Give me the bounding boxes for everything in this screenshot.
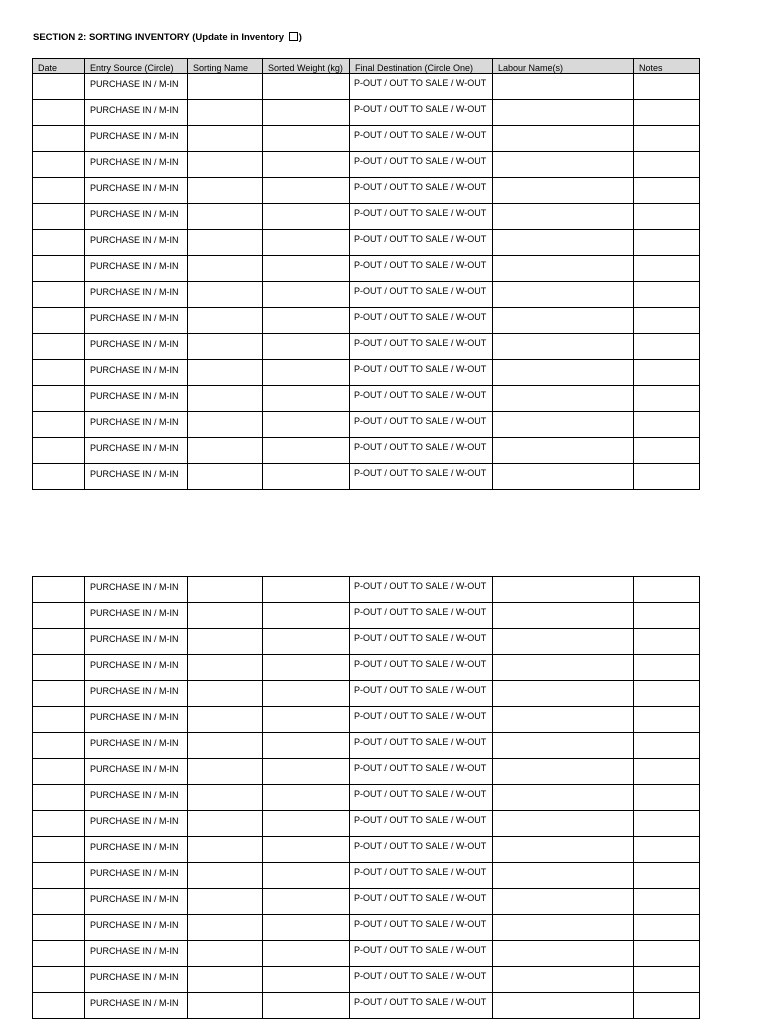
table-row (33, 464, 700, 490)
final-destination-cell[interactable]: P-OUT / OUT TO SALE / W-OUT (350, 941, 493, 967)
final-destination-cell[interactable]: P-OUT / OUT TO SALE / W-OUT (350, 577, 493, 603)
col-header-final-destination: Final Destination (Circle One) (350, 59, 493, 74)
table-row (33, 412, 700, 438)
notes-cell[interactable] (634, 967, 700, 993)
notes-cell[interactable] (634, 308, 700, 334)
entry-source-cell[interactable]: PURCHASE IN / M-IN (85, 464, 188, 490)
notes-cell[interactable] (634, 334, 700, 360)
sorting-name-cell[interactable] (188, 759, 263, 785)
table-row (33, 126, 700, 152)
date-cell[interactable] (33, 386, 85, 412)
entry-source-cell[interactable]: PURCHASE IN / M-IN (85, 941, 188, 967)
entry-source-cell[interactable]: PURCHASE IN / M-IN (85, 733, 188, 759)
date-cell[interactable] (33, 412, 85, 438)
sorted-weight-cell[interactable] (263, 412, 350, 438)
sorted-weight-cell[interactable] (263, 308, 350, 334)
date-cell[interactable] (33, 655, 85, 681)
labour-names-cell[interactable] (493, 334, 634, 360)
entry-source-cell[interactable]: PURCHASE IN / M-IN (85, 204, 188, 230)
sorting-name-cell[interactable] (188, 230, 263, 256)
sorted-weight-cell[interactable] (263, 178, 350, 204)
labour-names-cell[interactable] (493, 811, 634, 837)
entry-source-cell[interactable]: PURCHASE IN / M-IN (85, 811, 188, 837)
section-title (33, 32, 302, 43)
final-destination-cell[interactable]: P-OUT / OUT TO SALE / W-OUT (350, 707, 493, 733)
sorting-name-cell[interactable] (188, 126, 263, 152)
sorted-weight-cell[interactable] (263, 629, 350, 655)
table-row (33, 386, 700, 412)
sorted-weight-cell[interactable] (263, 655, 350, 681)
sorting-name-cell[interactable] (188, 100, 263, 126)
table-row (33, 655, 700, 681)
entry-source-cell[interactable]: PURCHASE IN / M-IN (85, 230, 188, 256)
sorting-name-cell[interactable] (188, 993, 263, 1019)
sorting-name-cell[interactable] (188, 941, 263, 967)
sorted-weight-cell[interactable] (263, 152, 350, 178)
sorted-weight-cell[interactable] (263, 360, 350, 386)
entry-source-cell[interactable]: PURCHASE IN / M-IN (85, 993, 188, 1019)
labour-names-cell[interactable] (493, 438, 634, 464)
final-destination-cell[interactable]: P-OUT / OUT TO SALE / W-OUT (350, 785, 493, 811)
sorting-name-cell[interactable] (188, 785, 263, 811)
final-destination-cell[interactable]: P-OUT / OUT TO SALE / W-OUT (350, 126, 493, 152)
table-row (33, 577, 700, 603)
labour-names-cell[interactable] (493, 412, 634, 438)
sorted-weight-cell[interactable] (263, 126, 350, 152)
labour-names-cell[interactable] (493, 360, 634, 386)
section-title-end: ) (298, 32, 302, 43)
final-destination-cell[interactable]: P-OUT / OUT TO SALE / W-OUT (350, 733, 493, 759)
final-destination-cell[interactable]: P-OUT / OUT TO SALE / W-OUT (350, 863, 493, 889)
sorting-name-cell[interactable] (188, 837, 263, 863)
sorting-name-cell[interactable] (188, 915, 263, 941)
date-cell[interactable] (33, 603, 85, 629)
date-cell[interactable] (33, 256, 85, 282)
entry-source-cell[interactable]: PURCHASE IN / M-IN (85, 967, 188, 993)
notes-cell[interactable] (634, 733, 700, 759)
table-row (33, 230, 700, 256)
table-row (33, 915, 700, 941)
sorting-name-cell[interactable] (188, 577, 263, 603)
col-header-entry-source: Entry Source (Circle) (85, 59, 188, 74)
final-destination-cell[interactable]: P-OUT / OUT TO SALE / W-OUT (350, 308, 493, 334)
sorted-weight-cell[interactable] (263, 915, 350, 941)
labour-names-cell[interactable] (493, 629, 634, 655)
sorting-name-cell[interactable] (188, 152, 263, 178)
table-row (33, 993, 700, 1019)
sorted-weight-cell[interactable] (263, 74, 350, 100)
entry-source-cell[interactable]: PURCHASE IN / M-IN (85, 100, 188, 126)
labour-names-cell[interactable] (493, 967, 634, 993)
sorting-name-cell[interactable] (188, 204, 263, 230)
sorting-name-cell[interactable] (188, 811, 263, 837)
date-cell[interactable] (33, 785, 85, 811)
entry-source-cell[interactable]: PURCHASE IN / M-IN (85, 577, 188, 603)
date-cell[interactable] (33, 707, 85, 733)
table-row (33, 334, 700, 360)
labour-names-cell[interactable] (493, 993, 634, 1019)
entry-source-cell[interactable]: PURCHASE IN / M-IN (85, 863, 188, 889)
date-cell[interactable] (33, 759, 85, 785)
date-cell[interactable] (33, 733, 85, 759)
labour-names-cell[interactable] (493, 655, 634, 681)
entry-source-cell[interactable]: PURCHASE IN / M-IN (85, 759, 188, 785)
date-cell[interactable] (33, 915, 85, 941)
notes-cell[interactable] (634, 785, 700, 811)
entry-source-cell[interactable]: PURCHASE IN / M-IN (85, 74, 188, 100)
notes-cell[interactable] (634, 74, 700, 100)
notes-cell[interactable] (634, 629, 700, 655)
notes-cell[interactable] (634, 204, 700, 230)
sorted-weight-cell[interactable] (263, 759, 350, 785)
checkbox-icon[interactable] (289, 32, 298, 41)
labour-names-cell[interactable] (493, 837, 634, 863)
notes-cell[interactable] (634, 464, 700, 490)
entry-source-cell[interactable]: PURCHASE IN / M-IN (85, 438, 188, 464)
labour-names-cell[interactable] (493, 74, 634, 100)
date-cell[interactable] (33, 360, 85, 386)
notes-cell[interactable] (634, 707, 700, 733)
notes-cell[interactable] (634, 230, 700, 256)
table-row (33, 863, 700, 889)
entry-source-cell[interactable]: PURCHASE IN / M-IN (85, 360, 188, 386)
date-cell[interactable] (33, 438, 85, 464)
notes-cell[interactable] (634, 863, 700, 889)
labour-names-cell[interactable] (493, 733, 634, 759)
date-cell[interactable] (33, 126, 85, 152)
final-destination-cell[interactable]: P-OUT / OUT TO SALE / W-OUT (350, 915, 493, 941)
notes-cell[interactable] (634, 412, 700, 438)
final-destination-cell[interactable]: P-OUT / OUT TO SALE / W-OUT (350, 655, 493, 681)
notes-cell[interactable] (634, 603, 700, 629)
labour-names-cell[interactable] (493, 256, 634, 282)
table-row (33, 681, 700, 707)
entry-source-cell[interactable]: PURCHASE IN / M-IN (85, 386, 188, 412)
entry-source-cell[interactable]: PURCHASE IN / M-IN (85, 334, 188, 360)
date-cell[interactable] (33, 464, 85, 490)
final-destination-cell[interactable]: P-OUT / OUT TO SALE / W-OUT (350, 438, 493, 464)
sorting-name-cell[interactable] (188, 308, 263, 334)
sorted-weight-cell[interactable] (263, 282, 350, 308)
final-destination-cell[interactable]: P-OUT / OUT TO SALE / W-OUT (350, 282, 493, 308)
final-destination-cell[interactable]: P-OUT / OUT TO SALE / W-OUT (350, 603, 493, 629)
date-cell[interactable] (33, 941, 85, 967)
labour-names-cell[interactable] (493, 785, 634, 811)
final-destination-cell[interactable]: P-OUT / OUT TO SALE / W-OUT (350, 334, 493, 360)
col-header-labour-names: Labour Name(s) (493, 59, 634, 74)
labour-names-cell[interactable] (493, 889, 634, 915)
labour-names-cell[interactable] (493, 759, 634, 785)
table-row (33, 282, 700, 308)
table-row (33, 178, 700, 204)
notes-cell[interactable] (634, 438, 700, 464)
labour-names-cell[interactable] (493, 126, 634, 152)
labour-names-cell[interactable] (493, 230, 634, 256)
date-cell[interactable] (33, 282, 85, 308)
sorting-name-cell[interactable] (188, 733, 263, 759)
entry-source-cell[interactable]: PURCHASE IN / M-IN (85, 603, 188, 629)
sorted-weight-cell[interactable] (263, 256, 350, 282)
date-cell[interactable] (33, 889, 85, 915)
table-row (33, 256, 700, 282)
date-cell[interactable] (33, 152, 85, 178)
notes-cell[interactable] (634, 889, 700, 915)
col-header-date: Date (33, 59, 85, 74)
notes-cell[interactable] (634, 941, 700, 967)
date-cell[interactable] (33, 967, 85, 993)
final-destination-cell[interactable]: P-OUT / OUT TO SALE / W-OUT (350, 230, 493, 256)
section-title-text: SECTION 2: SORTING INVENTORY (Update in Inventory (33, 32, 285, 43)
final-destination-cell[interactable]: P-OUT / OUT TO SALE / W-OUT (350, 74, 493, 100)
entry-source-cell[interactable]: PURCHASE IN / M-IN (85, 282, 188, 308)
final-destination-cell[interactable]: P-OUT / OUT TO SALE / W-OUT (350, 993, 493, 1019)
sorting-name-cell[interactable] (188, 681, 263, 707)
final-destination-cell[interactable]: P-OUT / OUT TO SALE / W-OUT (350, 811, 493, 837)
entry-source-cell[interactable]: PURCHASE IN / M-IN (85, 126, 188, 152)
final-destination-cell[interactable]: P-OUT / OUT TO SALE / W-OUT (350, 204, 493, 230)
labour-names-cell[interactable] (493, 100, 634, 126)
sorting-name-cell[interactable] (188, 655, 263, 681)
sorting-name-cell[interactable] (188, 464, 263, 490)
sorting-name-cell[interactable] (188, 282, 263, 308)
final-destination-cell[interactable]: P-OUT / OUT TO SALE / W-OUT (350, 386, 493, 412)
notes-cell[interactable] (634, 993, 700, 1019)
labour-names-cell[interactable] (493, 386, 634, 412)
sorted-weight-cell[interactable] (263, 386, 350, 412)
final-destination-cell[interactable]: P-OUT / OUT TO SALE / W-OUT (350, 681, 493, 707)
labour-names-cell[interactable] (493, 577, 634, 603)
notes-cell[interactable] (634, 282, 700, 308)
notes-cell[interactable] (634, 577, 700, 603)
labour-names-cell[interactable] (493, 941, 634, 967)
labour-names-cell[interactable] (493, 282, 634, 308)
entry-source-cell[interactable]: PURCHASE IN / M-IN (85, 629, 188, 655)
labour-names-cell[interactable] (493, 603, 634, 629)
entry-source-cell[interactable]: PURCHASE IN / M-IN (85, 707, 188, 733)
date-cell[interactable] (33, 230, 85, 256)
final-destination-cell[interactable]: P-OUT / OUT TO SALE / W-OUT (350, 837, 493, 863)
entry-source-cell[interactable]: PURCHASE IN / M-IN (85, 152, 188, 178)
notes-cell[interactable] (634, 360, 700, 386)
table-row (33, 204, 700, 230)
final-destination-cell[interactable]: P-OUT / OUT TO SALE / W-OUT (350, 967, 493, 993)
entry-source-cell[interactable]: PURCHASE IN / M-IN (85, 412, 188, 438)
table-row (33, 603, 700, 629)
notes-cell[interactable] (634, 681, 700, 707)
final-destination-cell[interactable]: P-OUT / OUT TO SALE / W-OUT (350, 100, 493, 126)
table-row (33, 707, 700, 733)
entry-source-cell[interactable]: PURCHASE IN / M-IN (85, 178, 188, 204)
entry-source-cell[interactable]: PURCHASE IN / M-IN (85, 785, 188, 811)
date-cell[interactable] (33, 629, 85, 655)
notes-cell[interactable] (634, 915, 700, 941)
table-row (33, 837, 700, 863)
final-destination-cell[interactable]: P-OUT / OUT TO SALE / W-OUT (350, 629, 493, 655)
date-cell[interactable] (33, 863, 85, 889)
sorted-weight-cell[interactable] (263, 464, 350, 490)
date-cell[interactable] (33, 837, 85, 863)
sorting-table-1 (32, 58, 700, 490)
final-destination-cell[interactable]: P-OUT / OUT TO SALE / W-OUT (350, 464, 493, 490)
notes-cell[interactable] (634, 837, 700, 863)
sorted-weight-cell[interactable] (263, 837, 350, 863)
table-row (33, 152, 700, 178)
date-cell[interactable] (33, 681, 85, 707)
sorted-weight-cell[interactable] (263, 967, 350, 993)
sorting-name-cell[interactable] (188, 967, 263, 993)
notes-cell[interactable] (634, 100, 700, 126)
entry-source-cell[interactable]: PURCHASE IN / M-IN (85, 655, 188, 681)
sorted-weight-cell[interactable] (263, 334, 350, 360)
final-destination-cell[interactable]: P-OUT / OUT TO SALE / W-OUT (350, 360, 493, 386)
sorting-name-cell[interactable] (188, 256, 263, 282)
sorting-name-cell[interactable] (188, 707, 263, 733)
labour-names-cell[interactable] (493, 863, 634, 889)
labour-names-cell[interactable] (493, 152, 634, 178)
date-cell[interactable] (33, 308, 85, 334)
table-row (33, 889, 700, 915)
notes-cell[interactable] (634, 126, 700, 152)
sorted-weight-cell[interactable] (263, 993, 350, 1019)
col-header-sorting-name: Sorting Name (188, 59, 263, 74)
table-row (33, 629, 700, 655)
sorted-weight-cell[interactable] (263, 863, 350, 889)
sorted-weight-cell[interactable] (263, 681, 350, 707)
labour-names-cell[interactable] (493, 178, 634, 204)
labour-names-cell[interactable] (493, 707, 634, 733)
notes-cell[interactable] (634, 386, 700, 412)
sorted-weight-cell[interactable] (263, 707, 350, 733)
final-destination-cell[interactable]: P-OUT / OUT TO SALE / W-OUT (350, 759, 493, 785)
date-cell[interactable] (33, 993, 85, 1019)
final-destination-cell[interactable]: P-OUT / OUT TO SALE / W-OUT (350, 412, 493, 438)
notes-cell[interactable] (634, 178, 700, 204)
sorted-weight-cell[interactable] (263, 204, 350, 230)
col-header-sorted-weight: Sorted Weight (kg) (263, 59, 350, 74)
table-row (33, 941, 700, 967)
entry-source-cell[interactable]: PURCHASE IN / M-IN (85, 681, 188, 707)
labour-names-cell[interactable] (493, 681, 634, 707)
labour-names-cell[interactable] (493, 204, 634, 230)
date-cell[interactable] (33, 74, 85, 100)
sorting-name-cell[interactable] (188, 386, 263, 412)
final-destination-cell[interactable]: P-OUT / OUT TO SALE / W-OUT (350, 178, 493, 204)
notes-cell[interactable] (634, 759, 700, 785)
final-destination-cell[interactable]: P-OUT / OUT TO SALE / W-OUT (350, 889, 493, 915)
entry-source-cell[interactable]: PURCHASE IN / M-IN (85, 308, 188, 334)
sorting-name-cell[interactable] (188, 74, 263, 100)
table-row (33, 438, 700, 464)
sorting-name-cell[interactable] (188, 438, 263, 464)
table-row (33, 360, 700, 386)
entry-source-cell[interactable]: PURCHASE IN / M-IN (85, 915, 188, 941)
table-row (33, 74, 700, 100)
entry-source-cell[interactable]: PURCHASE IN / M-IN (85, 256, 188, 282)
table-row (33, 811, 700, 837)
table-row (33, 785, 700, 811)
table-row (33, 733, 700, 759)
col-header-notes: Notes (634, 59, 700, 74)
notes-cell[interactable] (634, 655, 700, 681)
notes-cell[interactable] (634, 152, 700, 178)
date-cell[interactable] (33, 178, 85, 204)
labour-names-cell[interactable] (493, 464, 634, 490)
sorted-weight-cell[interactable] (263, 230, 350, 256)
date-cell[interactable] (33, 577, 85, 603)
notes-cell[interactable] (634, 256, 700, 282)
labour-names-cell[interactable] (493, 915, 634, 941)
entry-source-cell[interactable]: PURCHASE IN / M-IN (85, 837, 188, 863)
date-cell[interactable] (33, 204, 85, 230)
sorting-name-cell[interactable] (188, 360, 263, 386)
final-destination-cell[interactable]: P-OUT / OUT TO SALE / W-OUT (350, 256, 493, 282)
sorting-name-cell[interactable] (188, 603, 263, 629)
labour-names-cell[interactable] (493, 308, 634, 334)
table-row (33, 308, 700, 334)
entry-source-cell[interactable]: PURCHASE IN / M-IN (85, 889, 188, 915)
sorting-name-cell[interactable] (188, 178, 263, 204)
sorted-weight-cell[interactable] (263, 785, 350, 811)
final-destination-cell[interactable]: P-OUT / OUT TO SALE / W-OUT (350, 152, 493, 178)
sorting-name-cell[interactable] (188, 629, 263, 655)
sorting-name-cell[interactable] (188, 863, 263, 889)
table-row (33, 100, 700, 126)
date-cell[interactable] (33, 334, 85, 360)
sorting-name-cell[interactable] (188, 889, 263, 915)
sorted-weight-cell[interactable] (263, 603, 350, 629)
sorting-name-cell[interactable] (188, 334, 263, 360)
notes-cell[interactable] (634, 811, 700, 837)
table-row (33, 759, 700, 785)
table-header-row (33, 59, 700, 74)
table-row (33, 967, 700, 993)
sorted-weight-cell[interactable] (263, 438, 350, 464)
date-cell[interactable] (33, 811, 85, 837)
date-cell[interactable] (33, 100, 85, 126)
sorted-weight-cell[interactable] (263, 811, 350, 837)
sorted-weight-cell[interactable] (263, 941, 350, 967)
sorted-weight-cell[interactable] (263, 889, 350, 915)
sorting-name-cell[interactable] (188, 412, 263, 438)
sorted-weight-cell[interactable] (263, 577, 350, 603)
sorted-weight-cell[interactable] (263, 733, 350, 759)
sorting-table-2 (32, 576, 700, 1019)
sorted-weight-cell[interactable] (263, 100, 350, 126)
